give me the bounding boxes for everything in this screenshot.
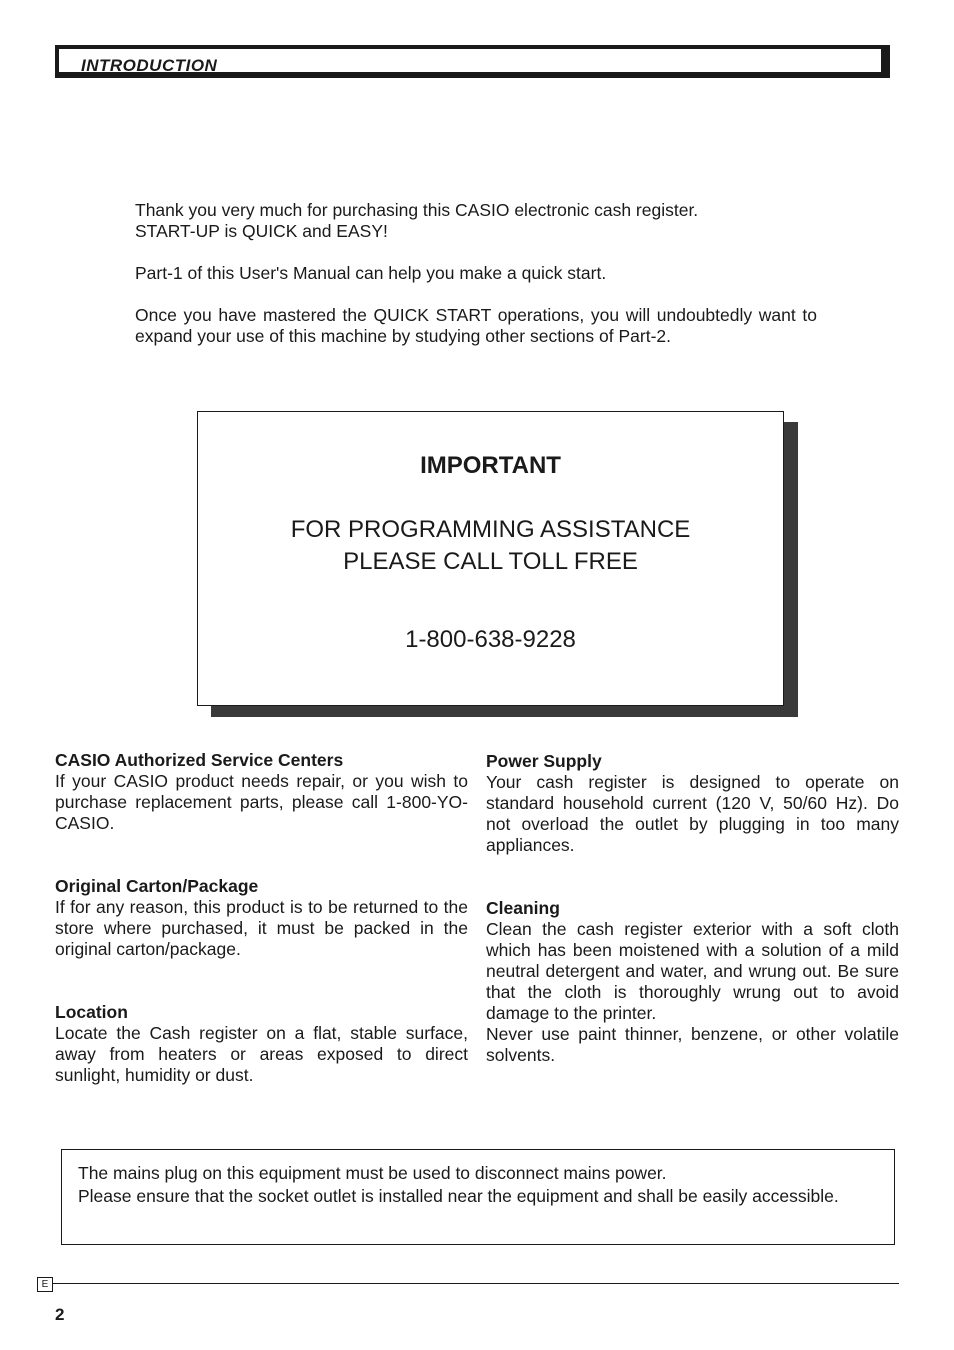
intro-line-1: Thank you very much for purchasing this CASIO electronic cash register. (135, 200, 699, 220)
section-heading: Power Supply (486, 751, 602, 771)
section-body: Locate the Cash register on a flat, stable surface, away from heaters or areas exposed to direct sunlight, humidity or dust. (55, 1023, 468, 1085)
left-column (55, 750, 468, 1128)
right-column (486, 751, 899, 1108)
intro-paragraph-3: Once you have mastered the QUICK START operations, you will undoubtedly want to expand your use of this machine by studying other sections of Part-2. (135, 305, 817, 346)
service-centers-section (55, 750, 468, 834)
section-body: If your CASIO product needs repair, or you wish to purchase replacement parts, please call 1-800-YO-CASIO. (55, 771, 468, 833)
section-heading: Location (55, 1002, 128, 1022)
notice-line-2: Please ensure that the socket outlet is installed near the equipment and shall be easily accessible. (78, 1186, 839, 1206)
notice-line-1: The mains plug on this equipment must be used to disconnect mains power. (78, 1163, 667, 1183)
intro-text (135, 200, 817, 368)
language-marker: E (37, 1277, 53, 1292)
location-section (55, 1002, 468, 1086)
section-heading: Original Carton/Package (55, 876, 259, 896)
important-line-1: FOR PROGRAMMING ASSISTANCE (290, 516, 691, 543)
intro-paragraph-1 (135, 200, 817, 242)
section-body: Your cash register is designed to operate on standard household current (120 V, 50/60 Hz). Do not overload the outlet by plugging in too many appliances. (486, 772, 899, 855)
important-title: IMPORTANT (420, 452, 561, 479)
intro-paragraph-2: Part-1 of this User's Manual can help you make a quick start. (135, 263, 607, 283)
cleaning-section (486, 898, 899, 1066)
page-number: 2 (55, 1305, 65, 1324)
section-body: Clean the cash register exterior with a soft cloth which has been moistened with a solution of a mild neutral detergent and water, and wrung out. Be sure that the cloth is thoroughly wrung out to avoid damage to the printer. (486, 919, 899, 1023)
carton-section (55, 876, 468, 960)
mains-plug-notice (61, 1149, 895, 1245)
section-body: If for any reason, this product is to be returned to the store where purchased, it must be packed in the original carton/package. (55, 897, 468, 959)
important-box (197, 411, 784, 706)
important-line-2: PLEASE CALL TOLL FREE (343, 548, 638, 575)
important-phone: 1-800-638-9228 (405, 626, 576, 653)
section-body-2: Never use paint thinner, benzene, or other volatile solvents. (486, 1024, 899, 1065)
footer-rule (53, 1283, 899, 1284)
power-supply-section (486, 751, 899, 856)
intro-line-2: START-UP is QUICK and EASY! (135, 221, 388, 241)
section-heading: Cleaning (486, 898, 560, 918)
section-heading: CASIO Authorized Service Centers (55, 750, 344, 770)
section-header (55, 45, 890, 78)
section-header-title: INTRODUCTION (81, 56, 218, 75)
